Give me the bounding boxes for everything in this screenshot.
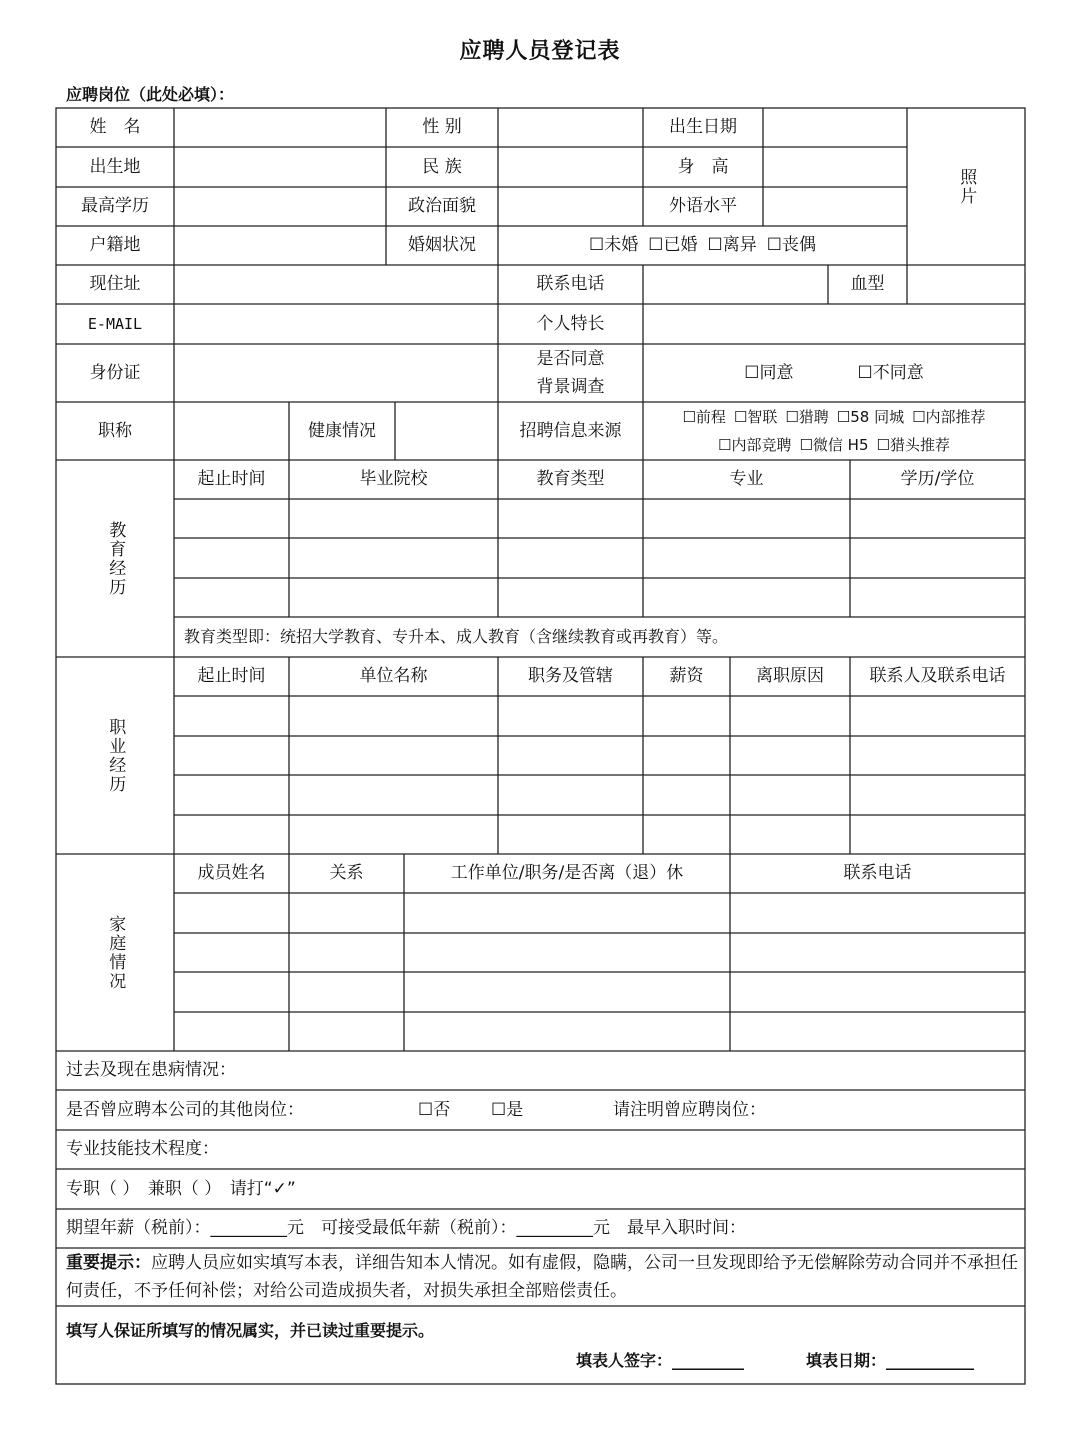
label-blood: 血型 bbox=[850, 274, 885, 295]
applied-before-label: 是否曾应聘本公司的其他岗位： bbox=[66, 1099, 304, 1120]
source-options-row2 bbox=[714, 431, 954, 459]
edu-header-type: 教育类型 bbox=[536, 469, 605, 490]
label-political: 政治面貌 bbox=[408, 196, 476, 217]
notice-text: 应聘人员应如实填写本表，详细告知本人情况。如有虚假，隐瞒，公司一旦发现即给予无偿解除劳动合同并不承担任何责任，不予任何补偿；对给公司造成损失者，对损失承担全部赔偿责任。 bbox=[66, 1253, 1018, 1301]
label-name: 姓 名 bbox=[89, 117, 141, 138]
ethnicity-field[interactable] bbox=[498, 147, 643, 187]
marital-unmarried-checkbox[interactable]: ☐未婚 bbox=[589, 235, 639, 256]
salary-expectation[interactable]: 期望年薪（税前）：_________元 可接受最低年薪（税前）：_________元 最早入职时间： bbox=[66, 1218, 746, 1239]
family-section-label: 家庭情况 bbox=[105, 914, 126, 991]
notice-label: 重要提示： bbox=[66, 1253, 151, 1273]
title-rank-field[interactable] bbox=[174, 402, 289, 460]
source-referral-checkbox[interactable]: ☐内部推荐 bbox=[912, 408, 986, 426]
form-title: 应聘人员登记表 bbox=[459, 39, 621, 64]
background-check-line2: 背景调查 bbox=[536, 377, 605, 397]
background-check-line1: 是否同意 bbox=[536, 349, 605, 369]
label-hukou: 户籍地 bbox=[89, 235, 141, 256]
label-ethnicity: 民 族 bbox=[422, 156, 462, 177]
source-58-checkbox[interactable]: ☐58 同城 bbox=[836, 408, 905, 426]
blood-field[interactable] bbox=[907, 265, 1025, 304]
email-field[interactable] bbox=[174, 304, 498, 344]
family-header-name: 成员姓名 bbox=[197, 863, 266, 884]
applied-yes-checkbox[interactable]: ☐是 bbox=[491, 1099, 524, 1120]
table-row[interactable] bbox=[174, 696, 1025, 736]
work-header-leave-reason: 离职原因 bbox=[756, 666, 824, 687]
family-header-workplace: 工作单位/职务/是否离（退）休 bbox=[450, 863, 684, 884]
birthplace-field[interactable] bbox=[174, 147, 386, 187]
name-field[interactable] bbox=[174, 108, 386, 147]
illness-label: 过去及现在患病情况： bbox=[66, 1060, 236, 1081]
work-header-company: 单位名称 bbox=[359, 666, 428, 687]
phone-field[interactable] bbox=[643, 265, 828, 304]
label-email: E-MAIL bbox=[87, 315, 143, 333]
label-language: 外语水平 bbox=[669, 196, 737, 217]
apply-position-label: 应聘岗位（此处必填）： bbox=[66, 85, 235, 104]
skill-level-label: 专业技能技术程度： bbox=[66, 1139, 219, 1160]
source-wechat-checkbox[interactable]: ☐微信 H5 bbox=[799, 436, 869, 454]
work-section-label: 职业经历 bbox=[105, 717, 126, 794]
label-title-rank: 职称 bbox=[98, 420, 132, 441]
label-birth-date: 出生日期 bbox=[669, 117, 737, 138]
work-header-salary: 薪资 bbox=[669, 666, 704, 687]
applied-no-checkbox[interactable]: ☐否 bbox=[418, 1099, 451, 1120]
label-health: 健康情况 bbox=[308, 420, 376, 441]
table-row[interactable] bbox=[174, 972, 1025, 1012]
label-birthplace: 出生地 bbox=[89, 156, 141, 177]
agree-checkbox[interactable]: ☐同意 bbox=[744, 362, 794, 383]
marital-widowed-checkbox[interactable]: ☐丧偶 bbox=[766, 235, 816, 256]
table-row[interactable] bbox=[174, 736, 1025, 775]
source-options-row1 bbox=[678, 403, 989, 431]
edu-header-period: 起止时间 bbox=[197, 469, 266, 490]
id-card-field[interactable] bbox=[174, 344, 498, 402]
photo-box[interactable]: 照片 bbox=[956, 167, 977, 206]
table-row[interactable] bbox=[174, 578, 1025, 617]
source-liepin-checkbox[interactable]: ☐猎聘 bbox=[785, 408, 829, 426]
table-row[interactable] bbox=[174, 893, 1025, 933]
disagree-checkbox[interactable]: ☐不同意 bbox=[857, 362, 924, 383]
education-level-field[interactable] bbox=[174, 187, 386, 226]
table-row[interactable] bbox=[174, 538, 1025, 578]
label-background-check bbox=[498, 344, 643, 402]
label-source: 招聘信息来源 bbox=[519, 420, 622, 441]
hukou-field[interactable] bbox=[174, 226, 386, 265]
table-row[interactable] bbox=[174, 499, 1025, 538]
marital-married-checkbox[interactable]: ☐已婚 bbox=[648, 235, 698, 256]
label-phone: 联系电话 bbox=[536, 274, 605, 295]
label-address: 现住址 bbox=[89, 274, 141, 295]
applied-position-note: 请注明曾应聘岗位： bbox=[613, 1099, 766, 1120]
source-headhunter-checkbox[interactable]: ☐猎头推荐 bbox=[876, 436, 950, 454]
important-notice bbox=[66, 1249, 1018, 1305]
health-field[interactable] bbox=[395, 402, 498, 460]
political-field[interactable] bbox=[498, 187, 643, 226]
fill-date-field[interactable]: 填表日期：___________ bbox=[806, 1351, 975, 1371]
edu-header-major: 专业 bbox=[729, 469, 764, 490]
gender-field[interactable] bbox=[498, 108, 643, 147]
source-qiancheng-checkbox[interactable]: ☐前程 bbox=[682, 408, 726, 426]
label-education-level: 最高学历 bbox=[81, 196, 149, 217]
marital-divorced-checkbox[interactable]: ☐离异 bbox=[707, 235, 757, 256]
illness-field[interactable] bbox=[260, 1051, 1025, 1090]
family-header-relation: 关系 bbox=[329, 863, 364, 884]
family-header-phone: 联系电话 bbox=[843, 863, 912, 884]
apply-position-input[interactable] bbox=[262, 80, 762, 104]
height-field[interactable] bbox=[763, 147, 907, 187]
label-height: 身 高 bbox=[677, 156, 729, 177]
background-check-options bbox=[643, 344, 1025, 402]
language-field[interactable] bbox=[763, 187, 907, 226]
work-header-contact: 联系人及联系电话 bbox=[869, 666, 1006, 687]
employment-type[interactable]: 专职（ ） 兼职（ ） 请打“✓” bbox=[66, 1178, 296, 1199]
work-header-position: 职务及管辖 bbox=[528, 666, 613, 687]
table-row[interactable] bbox=[174, 775, 1025, 815]
skill-level-field[interactable] bbox=[240, 1130, 1025, 1169]
education-section-label: 教育经历 bbox=[105, 520, 126, 597]
source-zhilian-checkbox[interactable]: ☐智联 bbox=[733, 408, 778, 426]
source-internal-checkbox[interactable]: ☐内部竞聘 bbox=[718, 436, 792, 454]
specialty-field[interactable] bbox=[643, 304, 1025, 344]
label-marital: 婚姻状况 bbox=[408, 235, 476, 256]
label-gender: 性 别 bbox=[422, 117, 462, 138]
edu-header-school: 毕业院校 bbox=[359, 469, 428, 490]
birth-date-field[interactable] bbox=[763, 108, 907, 147]
signature-field[interactable]: 填表人签字：_________ bbox=[576, 1351, 745, 1371]
work-header-period: 起止时间 bbox=[197, 666, 266, 687]
table-row[interactable] bbox=[174, 933, 1025, 972]
education-type-note: 教育类型即：统招大学教育、专升本、成人教育（含继续教育或再教育）等。 bbox=[184, 627, 729, 647]
label-id-card: 身份证 bbox=[89, 362, 141, 383]
guarantee-statement: 填写人保证所填写的情况属实，并已读过重要提示。 bbox=[66, 1321, 435, 1341]
address-field[interactable] bbox=[174, 265, 498, 304]
table-row[interactable] bbox=[174, 1012, 1025, 1051]
marital-options bbox=[498, 226, 907, 265]
label-specialty: 个人特长 bbox=[536, 313, 605, 334]
edu-header-degree: 学历/学位 bbox=[900, 469, 975, 490]
table-row[interactable] bbox=[174, 815, 1025, 854]
source-options bbox=[643, 402, 1025, 460]
